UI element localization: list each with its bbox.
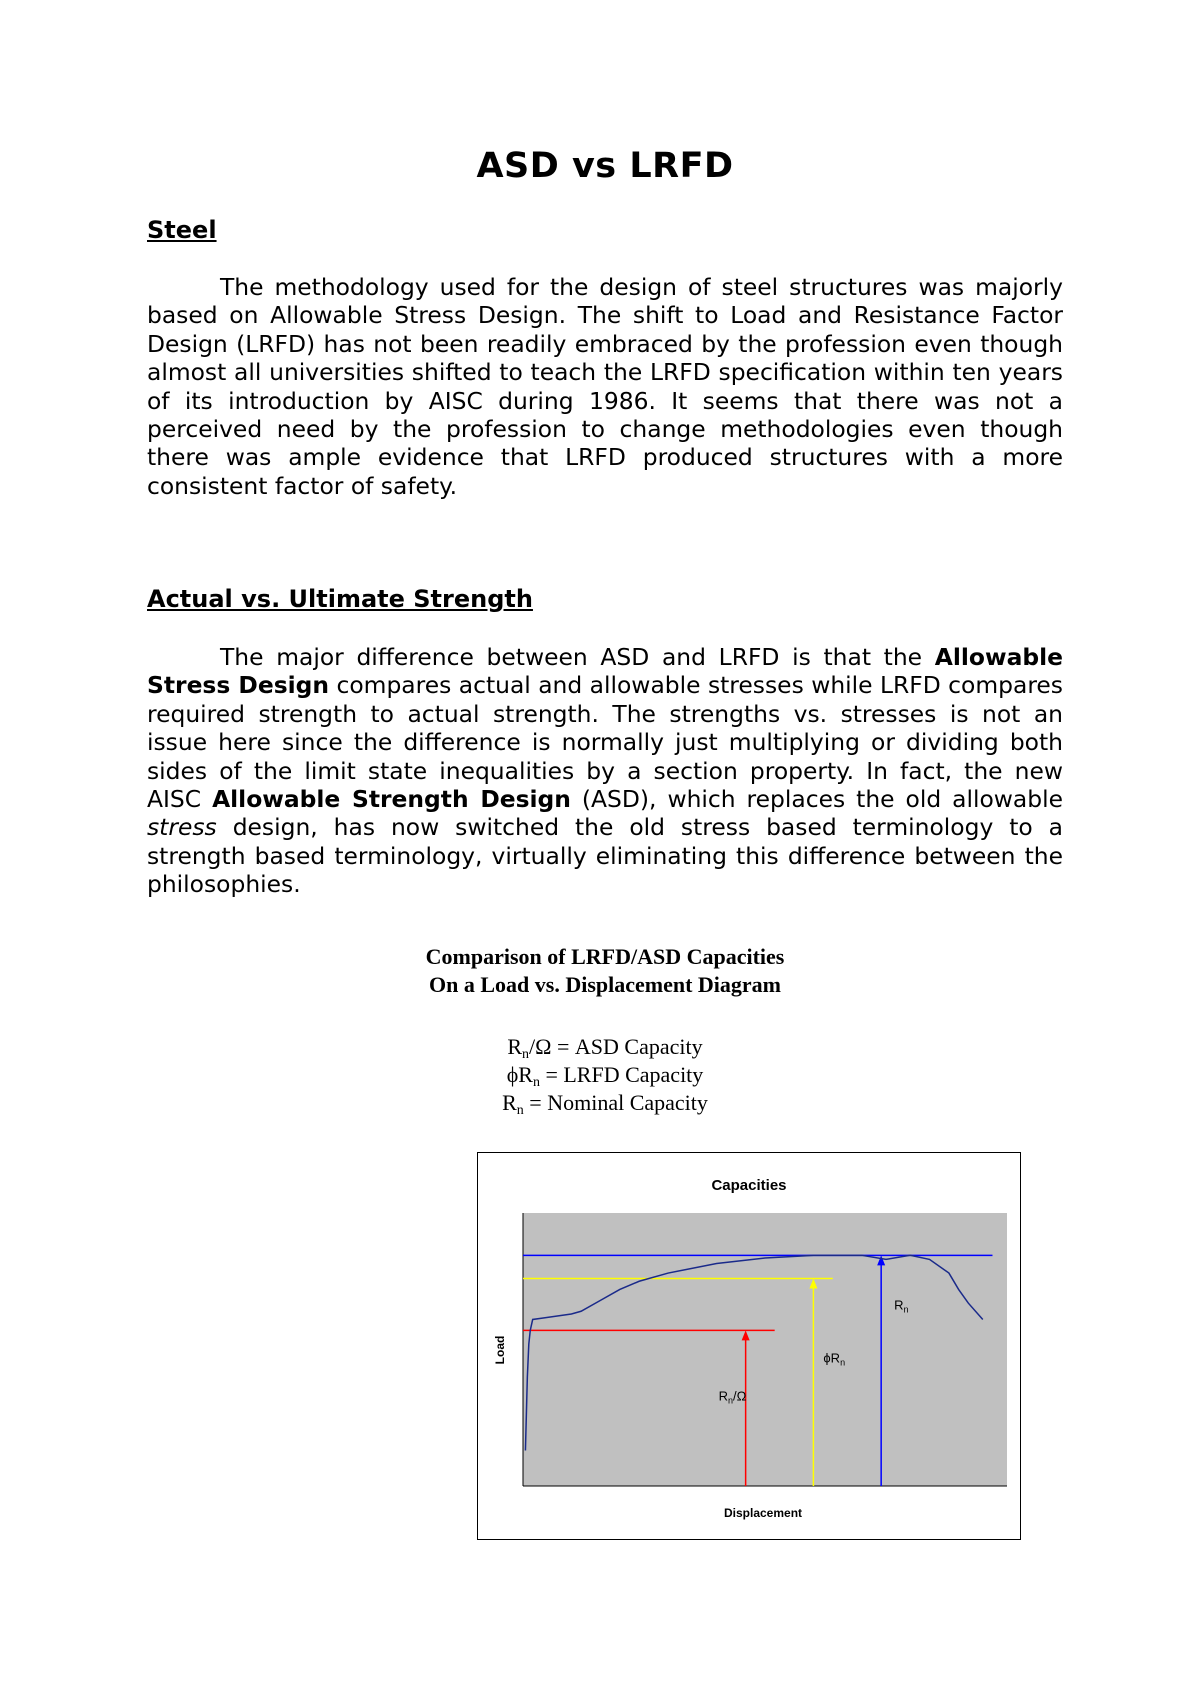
document-title: ASD vs LRFD: [476, 146, 734, 186]
legend-subscript: n: [516, 1103, 524, 1118]
legend-symbol: R: [507, 1034, 523, 1059]
section-heading-steel: Steel: [147, 216, 217, 244]
capacities-chart: [477, 1152, 1021, 1540]
legend-text: = LRFD Capacity: [539, 1062, 704, 1087]
figure-caption-line2: On a Load vs. Displacement Diagram: [429, 972, 781, 997]
legend-symbol: ϕR: [506, 1062, 533, 1087]
label-symbol: R: [718, 1388, 729, 1404]
bold-term: Allowable Strength Design: [212, 785, 571, 814]
label-symbol-tail: /Ω: [733, 1388, 747, 1404]
legend-subscript: n: [522, 1047, 530, 1062]
legend-text: = Nominal Capacity: [523, 1090, 708, 1115]
text-run: design, has now switched the old stress based terminology to a strength based terminology, virtually eliminating this difference between the philosophies.: [147, 813, 1063, 899]
figure-caption-line1: Comparison of LRFD/ASD Capacities: [425, 944, 785, 969]
bold-term: Allowable Stress Design: [147, 643, 1063, 700]
text-run: compares actual and allowable stresses while LRFD compares required strength to actual strength. The strengths vs. stresses is not an issue here since the difference is normally just multiplying or dividing both sides of the limit state inequalities by a section property. In fact, the new AISC: [147, 671, 1063, 814]
steel-paragraph: The methodology used for the design of steel structures was majorly based on Allowable Stress Design. The shift to Load and Resistance Factor Design (LRFD) has not been readily embraced by the profession even though almost all universities shifted to teach the LRFD specification within ten years of its introduction by AISC during 1986. It seems that there was not a perceived need by the profession to change methodologies even though there was ample evidence that LRFD produced structures with a more consistent factor of safety.: [147, 273, 1063, 500]
legend-nominal: [147, 1089, 1063, 1125]
legend-symbol: R: [502, 1090, 517, 1115]
legend-text: = ASD Capacity: [551, 1034, 703, 1059]
asd-capacity-label: [719, 1388, 747, 1405]
label-subscript: n: [728, 1395, 734, 1406]
italic-term: stress: [147, 813, 217, 842]
text-run: (ASD), which replaces the old allowable: [570, 785, 1063, 814]
label-subscript: n: [903, 1304, 909, 1315]
label-subscript: n: [840, 1357, 846, 1368]
label-symbol: ϕR: [823, 1350, 841, 1366]
label-symbol: R: [894, 1297, 904, 1313]
section-heading-strength: Actual vs. Ultimate Strength: [147, 585, 533, 613]
legend-symbol-tail: /Ω: [529, 1034, 552, 1059]
x-axis-label: Displacement: [723, 1506, 803, 1520]
text-run: The major difference between ASD and LRFD is that the: [220, 643, 935, 671]
chart-svg: [478, 1153, 1020, 1539]
legend-subscript: n: [532, 1075, 540, 1090]
plot-area: [523, 1213, 1007, 1486]
chart-title: Capacities: [711, 1177, 787, 1194]
strength-paragraph: [147, 643, 1063, 899]
y-axis-label: Load: [493, 1335, 507, 1365]
